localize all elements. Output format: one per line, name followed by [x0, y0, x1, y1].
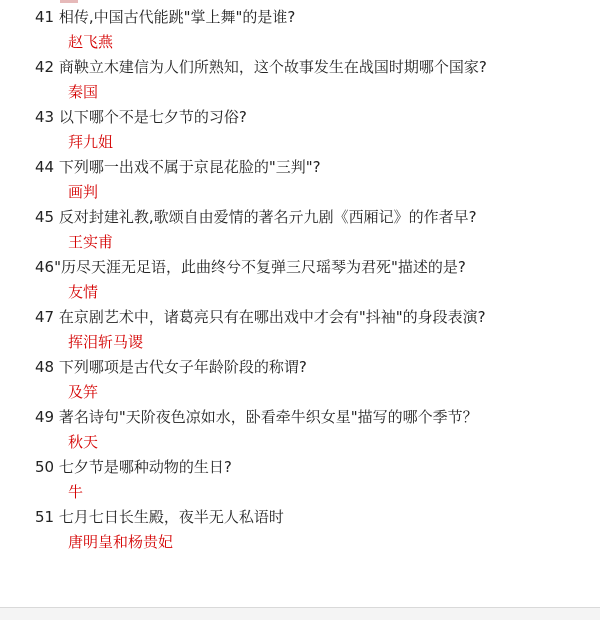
question-text: 47 在京剧艺术中，诸葛亮只有在哪出戏中才会有"抖袖"的身段表演? [35, 308, 486, 326]
qa-item-50 [0, 455, 600, 505]
qa-item-46 [0, 255, 600, 305]
answer-text: 赵飞燕 [68, 33, 114, 51]
question-text: 43 以下哪个不是七夕节的习俗? [35, 108, 247, 126]
qa-item-44 [0, 155, 600, 205]
answer-text: 画判 [68, 183, 99, 201]
question-text: 50 七夕节是哪种动物的生日? [35, 458, 232, 476]
question-text: 49 著名诗句"天阶夜色凉如水，卧看牵牛织女星"描写的哪个季节？ [35, 408, 478, 426]
answer-text: 秋天 [68, 433, 99, 451]
qa-item-41 [0, 5, 600, 55]
answer-text: 挥泪斩马谡 [68, 333, 144, 351]
question-list [0, 5, 600, 555]
answer-text: 拜九姐 [68, 133, 114, 151]
question-text: 51 七月七日长生殿，夜半无人私语时 [35, 508, 284, 526]
question-text: 45 反对封建礼教,歌颂自由爱情的著名亓九剧《西厢记》的作者早? [35, 208, 477, 226]
qa-item-42 [0, 55, 600, 105]
qa-item-48 [0, 355, 600, 405]
answer-text: 王实甫 [68, 233, 114, 251]
answer-text: 及笄 [68, 383, 99, 401]
question-text: 46"历尽天涯无足语，此曲终兮不复弹三尺瑶琴为君死"描述的是? [35, 258, 466, 276]
question-text: 41 相传,中国古代能跳"掌上舞"的是谁? [35, 8, 296, 26]
answer-text: 牛 [68, 483, 84, 501]
footer-bar [0, 608, 600, 620]
answer-text: 唐明皇和杨贵妃 [68, 533, 174, 551]
previous-answer-fragment [60, 0, 78, 3]
answer-text: 秦国 [68, 83, 99, 101]
qa-item-49 [0, 405, 600, 455]
question-text: 44 下列哪一出戏不属于京昆花脸的"三判"? [35, 158, 321, 176]
question-text: 42 商鞅立木建信为人们所熟知，这个故事发生在战国时期哪个国家? [35, 58, 487, 76]
qa-item-47 [0, 305, 600, 355]
qa-item-45 [0, 205, 600, 255]
question-text: 48 下列哪项是古代女子年龄阶段的称谓? [35, 358, 307, 376]
qa-item-51 [0, 505, 600, 555]
answer-text: 友情 [68, 283, 99, 301]
qa-item-43 [0, 105, 600, 155]
